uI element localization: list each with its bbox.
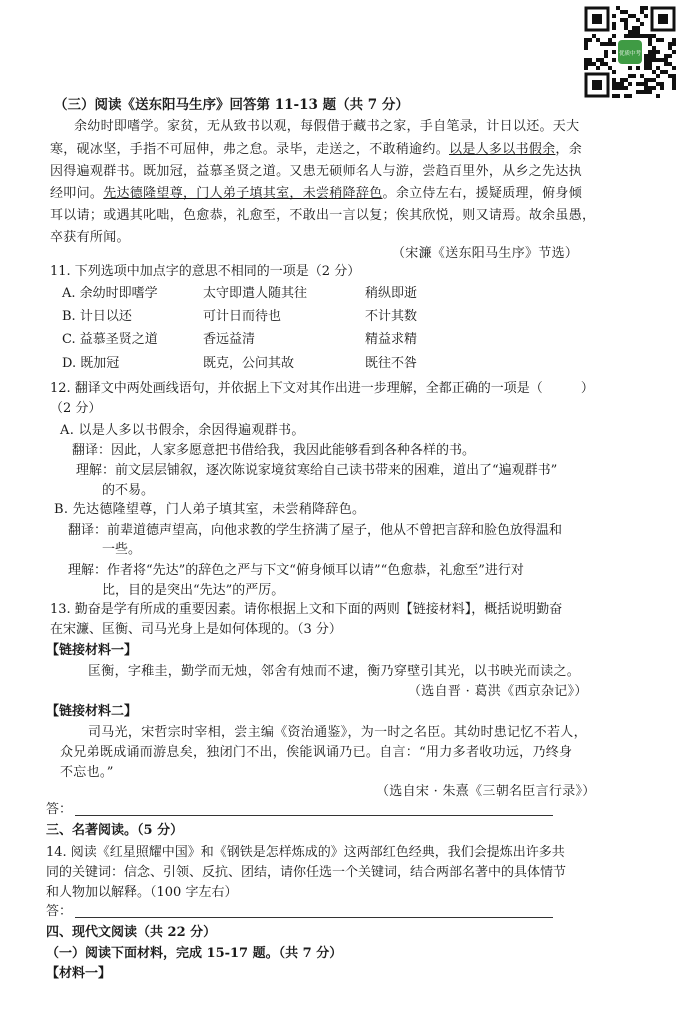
option-a-understanding-cont: 的不易。 xyxy=(102,483,155,498)
question-14-stem-cont: 同的关键词：信念、引领、反抗、团结，请你任选一个关键词，结合两部名著中的具体情节 xyxy=(46,865,567,880)
material-1-title: 【材料一】 xyxy=(46,966,112,981)
option-c-col1: C. 益慕圣贤之道 xyxy=(62,332,158,347)
option-b-translation-cont: 一些。 xyxy=(102,542,142,557)
link-material-2-line: 不忘也。” xyxy=(60,765,114,780)
underlined-sentence-1: 以是人多以书假余 xyxy=(449,142,556,157)
question-12-score: （2 分） xyxy=(50,401,102,416)
option-c-col2: 香远益清 xyxy=(203,332,256,347)
option-b-col1: B. 计日以还 xyxy=(62,309,132,324)
section-title-classics: 三、名著阅读。（5 分） xyxy=(46,823,184,838)
passage-line: 经叩问。先达德隆望尊，门人弟子填其室，未尝稍降辞色。余立侍左右，援疑质理，俯身倾 xyxy=(50,186,583,201)
option-b-col3: 不计其数 xyxy=(365,309,418,324)
option-a-col2: 太守即遣人随其往 xyxy=(203,286,308,301)
option-a-col1: A. 余幼时即嗜学 xyxy=(62,286,158,301)
link-material-1-title: 【链接材料一】 xyxy=(46,643,138,658)
option-b-understanding-cont: 比，目的是突出“先达”的严厉。 xyxy=(102,583,285,598)
option-b-translation: 翻译：前辈道德声望高，向他求教的学生挤满了屋子，他从不曾把言辞和脸色放得温和 xyxy=(68,523,563,538)
underlined-sentence-2: 先达德隆望尊，门人弟子填其室，未尝稍降辞色 xyxy=(103,186,383,201)
passage-line: 卒获有所闻。 xyxy=(50,230,130,245)
link-material-1-source: （选自晋 · 葛洪《西京杂记》） xyxy=(408,684,588,699)
subsection-title: （一）阅读下面材料，完成 15-17 题。（共 7 分） xyxy=(46,946,343,961)
section-title-modern: 四、现代文阅读（共 22 分） xyxy=(46,925,217,940)
option-a-label: A. 以是人多以书假余，余因得遍观群书。 xyxy=(60,423,305,438)
link-material-2-line: 众兄弟既成诵而游息矣，独闭门不出，俟能讽诵乃已。自言：“用力多者收功远，乃终身 xyxy=(60,745,573,760)
option-a-understanding: 理解：前文层层铺叙，逐次陈说家境贫寒给自己读书带来的困难，道出了“遍观群书” xyxy=(76,463,558,478)
passage-source: （宋濂《送东阳马生序》节选） xyxy=(392,246,579,261)
link-material-1-text: 匡衡，字稚圭，勤学而无烛，邻舍有烛而不逮，衡乃穿壁引其光，以书映光而读之。 xyxy=(88,664,581,679)
question-14-stem-cont: 和人物加以解释。（100 字左右） xyxy=(46,885,238,900)
link-material-2-line: 司马光，宋哲宗时宰相，尝主编《资治通鉴》，为一时之名臣。其幼时患记忆不若人， xyxy=(88,725,587,740)
option-d-col3: 既往不咎 xyxy=(365,356,418,371)
link-material-2-title: 【链接材料二】 xyxy=(46,704,138,719)
option-a-translation: 翻译：因此，人家多愿意把书借给我，我因此能够看到各种各样的书。 xyxy=(72,443,476,458)
section-title: （三）阅读《送东阳马生序》回答第 11-13 题（共 7 分） xyxy=(54,97,409,113)
answer-line-14[interactable] xyxy=(75,917,553,918)
qr-code-image xyxy=(584,6,676,98)
option-c-col3: 精益求精 xyxy=(365,332,418,347)
option-b-understanding: 理解：作者将“先达”的辞色之严与下文“俯身倾耳以请”“色愈恭，礼愈至”进行对 xyxy=(68,563,524,578)
answer-line-13[interactable] xyxy=(75,815,553,816)
question-14-stem: 14. 阅读《红星照耀中国》和《钢铁是怎样炼成的》这两部红色经典，我们会提炼出许多共 xyxy=(46,845,565,860)
option-d-col2: 既克，公问其故 xyxy=(203,356,295,371)
question-13-stem: 13. 勤奋是学有所成的重要因素。请你根据上文和下面的两则【链接材料】，概括说明勤奋 xyxy=(50,602,563,617)
question-11-stem: 11. 下列选项中加点字的意思不相同的一项是（2 分） xyxy=(50,264,361,279)
option-b-label: B. 先达德隆望尊，门人弟子填其室，未尝稍降辞色。 xyxy=(54,502,366,517)
qr-logo-text: 优质中考 xyxy=(618,51,642,57)
option-b-col2: 可计日而待也 xyxy=(203,309,282,324)
passage-line: 耳以请；或遇其叱咄，色愈恭，礼愈至，不敢出一言以复；俟其欣悦，则又请焉。故余虽愚， xyxy=(50,208,596,223)
question-12-stem: 12. 翻译文中两处画线语句，并依据上下文对其作出进一步理解，全都正确的一项是（ ） xyxy=(50,381,594,396)
option-a-col3: 稍纵即逝 xyxy=(365,286,418,301)
passage-line: 因得遍观群书。既加冠，益慕圣贤之道。又患无硕师名人与游，尝趋百里外，从乡之先达执 xyxy=(50,164,583,179)
passage-line: 余幼时即嗜学。家贫，无从致书以观，每假借于藏书之家，手自笔录，计日以还。天大 xyxy=(74,119,580,134)
answer-label-14: 答： xyxy=(46,904,73,919)
question-13-stem-cont: 在宋濂、匡衡、司马光身上是如何体现的。（3 分） xyxy=(50,622,342,637)
passage-line: 寒，砚冰坚，手指不可屈伸，弗之怠。录毕，走送之，不敢稍逾约。以是人多以书假余，余 xyxy=(50,142,583,157)
option-d-col1: D. 既加冠 xyxy=(62,356,120,371)
answer-label-13: 答： xyxy=(46,802,73,817)
link-material-2-source: （选自宋 · 朱熹《三朝名臣言行录》） xyxy=(376,784,596,799)
